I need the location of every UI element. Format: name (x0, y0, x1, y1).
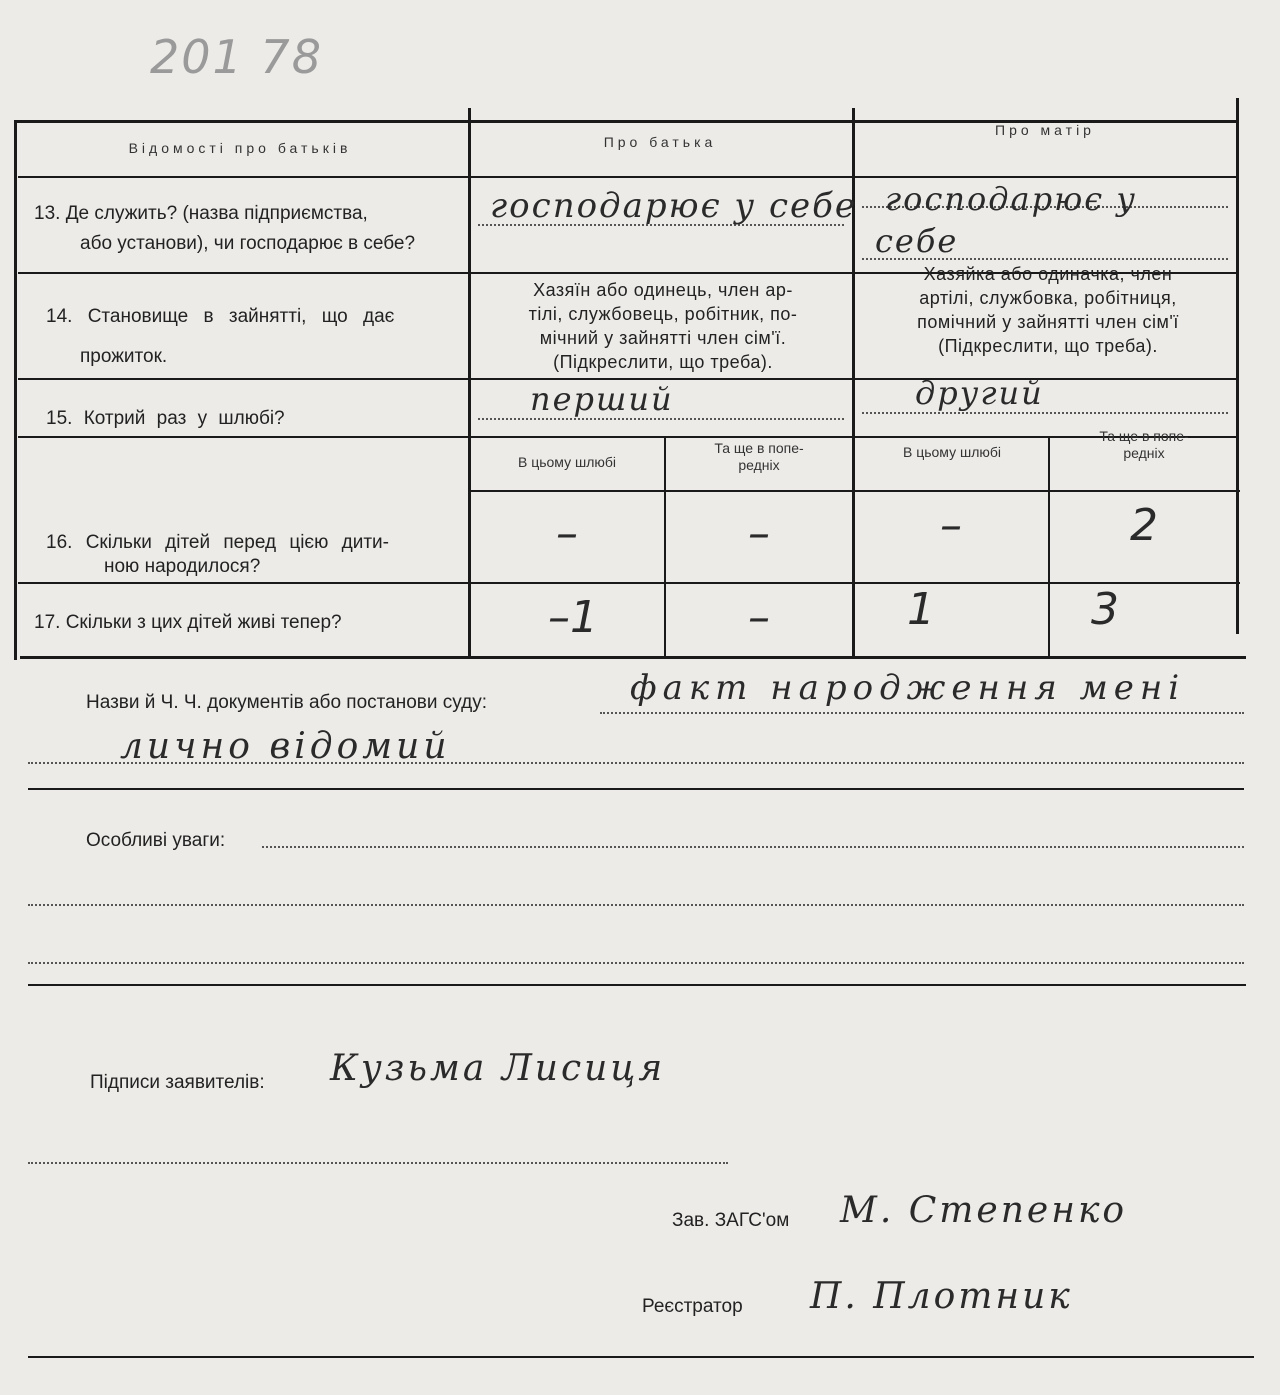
applicants-label: Підписи заявителів: (90, 1072, 265, 1093)
row15-father-answer: перший (530, 380, 674, 418)
registrar-label: Реєстратор (642, 1296, 743, 1317)
header-mother: Про матір (995, 122, 1095, 138)
notes-label: Особливі уваги: (86, 830, 226, 851)
row15-question: 15. Котрий раз у шлюбі? (46, 408, 285, 429)
row13-question-2: або установи), чи господарює в себе? (80, 233, 416, 254)
row16-question-2: ною народилося? (104, 556, 261, 577)
registrar-signature: П. Плотник (810, 1276, 1073, 1317)
header-father: Про батька (603, 134, 717, 150)
row17-question: 17. Скільки з цих дітей живі тепер? (34, 612, 342, 633)
subheader-mother-this: В цьому шлюбі (902, 444, 1002, 460)
row13-mother-answer-1: господарює у (885, 180, 1137, 218)
row16-mother-prev: 2 (1130, 500, 1158, 551)
head-signature: М. Степенко (840, 1190, 1128, 1231)
subheader-mother-prev: Та ще в попе- редніх (1099, 428, 1189, 461)
row16-question-1: 16. Скільки дітей перед цією дити- (46, 532, 389, 553)
head-label: Зав. ЗАГС'ом (672, 1210, 790, 1231)
archive-pencil-note: 201 78 (150, 30, 323, 84)
documents-value-2: лично відомий (120, 726, 451, 767)
applicants-signature: Кузьма Лисиця (330, 1048, 666, 1089)
subheader-father-this: В цьому шлюбі (517, 454, 617, 470)
row13-mother-answer-2: себе (875, 222, 959, 260)
row14-father-options: Хазяїн або одинець, член ар- тілі, службовець, робітник, по- мічний у зайнятті член сім'ї. (Підкреслити, що треба). (528, 280, 798, 372)
row17-mother-prev: 3 (1091, 584, 1119, 635)
row16-father-this: – (556, 508, 578, 559)
row17-father-this: –1 (548, 592, 598, 643)
row14-mother-options: Хазяйка або одиначка, член артілі, службовка, робітниця, помічний у зайнятті член сім'ї (Підкреслити, що треба). (917, 264, 1179, 356)
row14-question-1: 14. Становище в зайнятті, що дає (46, 306, 395, 327)
header-info: Відомості про батьків (128, 140, 352, 156)
documents-value-1: факт народження мені (630, 668, 1186, 708)
row13-question-1: 13. Де служить? (назва підприємства, (34, 203, 368, 224)
documents-label: Назви й Ч. Ч. документів або постанови суду: (86, 692, 487, 713)
row14-question-2: прожиток. (80, 346, 168, 367)
row17-mother-this: 1 (907, 584, 935, 635)
subheader-father-prev: Та ще в попе- редніх (714, 440, 804, 473)
row15-mother-answer: другий (915, 374, 1044, 412)
row16-father-prev: – (748, 508, 770, 559)
row16-mother-this: – (940, 500, 962, 551)
row13-father-answer: господарює у себе (490, 186, 857, 226)
row17-father-prev: – (748, 592, 770, 643)
